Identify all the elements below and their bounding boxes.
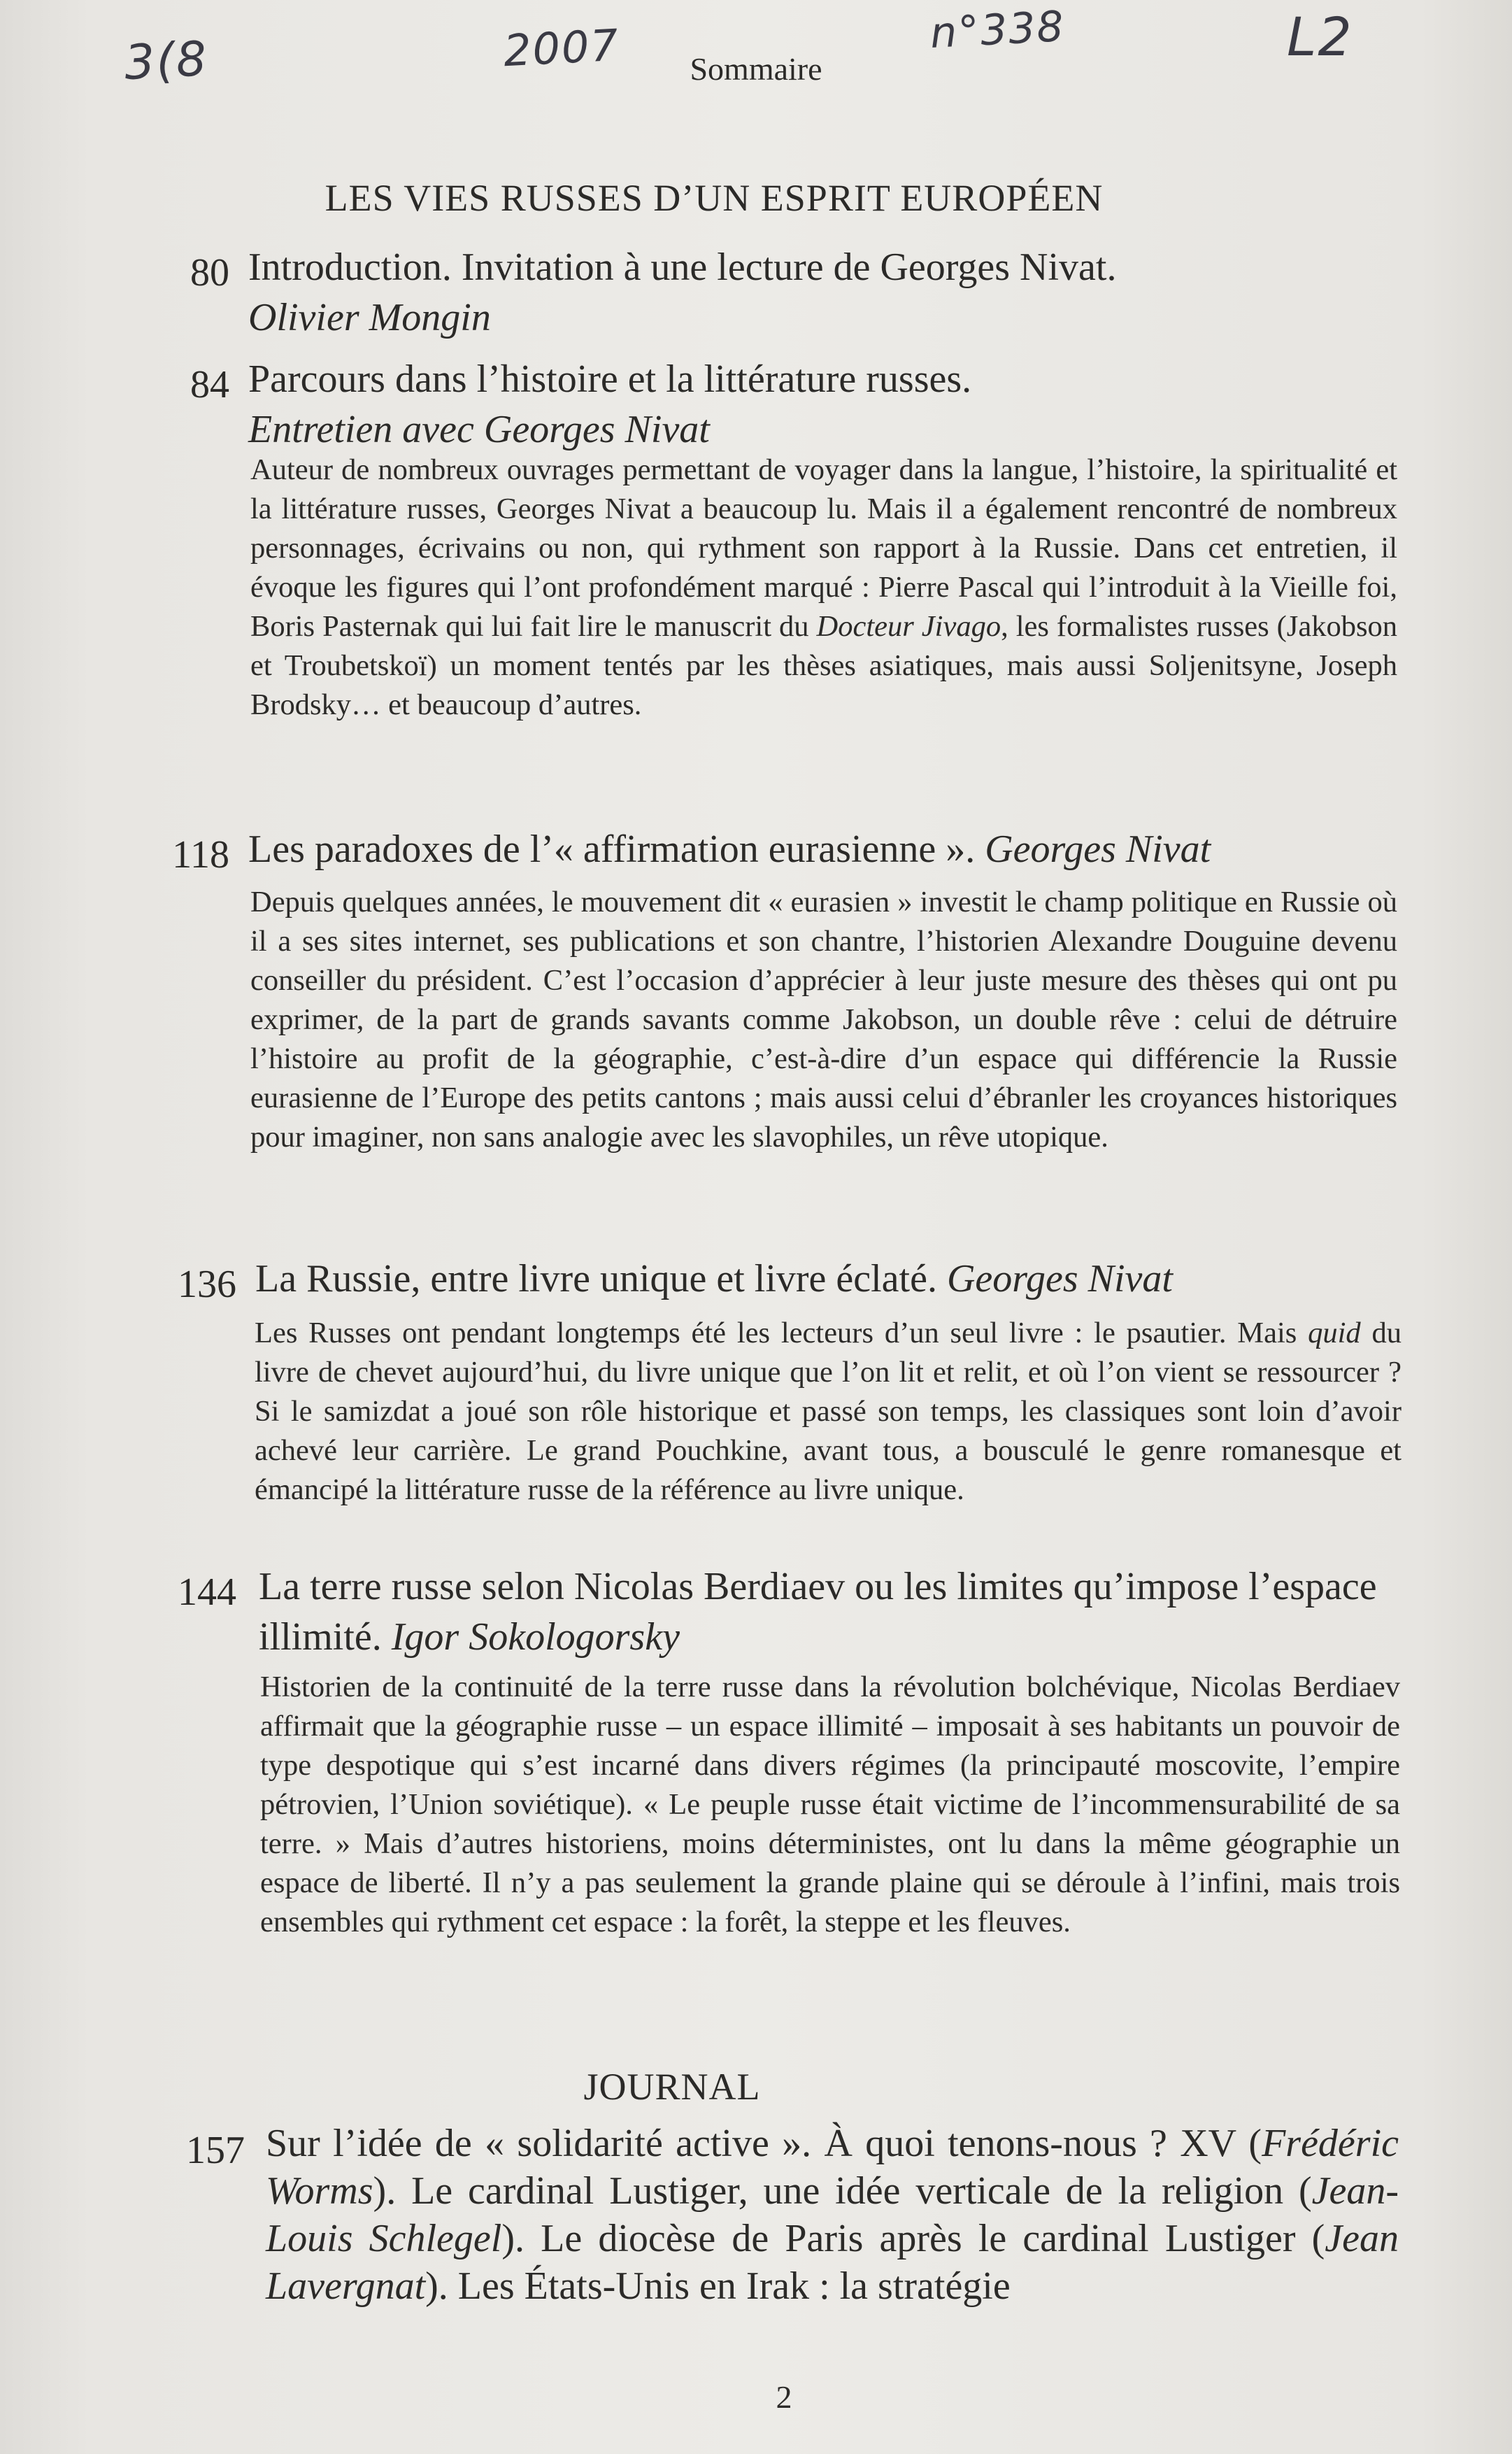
entry-title [248, 824, 1451, 874]
journal-text: ). Le cardinal Lustiger, une idée verticale de la religion ( [373, 2169, 1312, 2213]
abstract-text: Auteur de nombreux ouvrages permettant de voyager dans la langue, l’histoire, la spiritualité et la littérature russes, Georges Nivat a beaucoup lu. Mais il a également rencontré de nombreux personnages, écrivains ou non, qui rythment son rapport à la Russie. Dans cet entretien, il évoque les figures qui l’ont profondément marqué : Pierre Pascal qui l’introduit à la Vieille foi, Boris Pasternak qui lui fait lire le manuscrit du [250, 453, 1397, 643]
handwritten-note: 3(8 [123, 31, 210, 92]
entry-page-number: 80 [190, 251, 229, 295]
handwritten-note: n°338 [929, 2, 1067, 58]
journal-author: Jean Lavergnat [266, 2217, 1399, 2308]
entry-title [248, 354, 1402, 455]
abstract-text: , les formalistes russes (Jakobson et Troubetskoï) un moment tentés par les thèses asiatiques, mais aussi Soljenitsyne, Joseph Brodsky… et beaucoup d’autres. [250, 610, 1397, 721]
entry-title-text: La Russie, entre livre unique et livre éclaté. [255, 1257, 937, 1300]
entry-page-number: 157 [186, 2129, 245, 2172]
entry-page-number: 136 [178, 1263, 236, 1306]
entry-title [248, 242, 1402, 343]
entry-abstract [255, 1314, 1402, 1510]
entry-title-text: Parcours dans l’histoire et la littérature russes. [248, 357, 972, 401]
abstract-emphasis: quid [1308, 1317, 1361, 1349]
section-title: JOURNAL [583, 2066, 761, 2108]
entry-abstract: Historien de la continuité de la terre russe dans la révolution bolchévique, Nicolas Berdiaev affirmait que la géographie russe – un espace illimité – imposait à ses habitants un pouvoir de type despotique qui s’est incarné dans divers régimes (la principauté moscovite, l’empire pétrovien, l’Union soviétique). « Le peuple russe était victime de l’incommensurabilité de sa terre. » Mais d’autres historiens, moins déterministes, ont lu dans la même géographie un espace de liberté. Il n’y a pas seulement la grande plaine qui se déroule à l’infini, mais trois ensembles qui rythment cet espace : la forêt, la steppe et les fleuves. [260, 1671, 1400, 1938]
handwritten-note: L2 [1287, 6, 1353, 68]
entry-page-number: 144 [178, 1570, 236, 1614]
entry-title-text: Les paradoxes de l’« affirmation eurasienne ». [248, 828, 976, 871]
handwritten-note: 2007 [502, 19, 621, 77]
running-header: Sommaire [690, 51, 822, 87]
entry-author: Entretien avec Georges Nivat [248, 408, 710, 451]
entry-author: Igor Sokologorsky [391, 1615, 680, 1659]
entry-title-text: La terre russe selon Nicolas Berdiaev ou les limites qu’impose l’espace illimité. [259, 1565, 1377, 1659]
abstract-text: Les Russes ont pendant longtemps été les lecteurs d’un seul livre : le psautier. Mais [255, 1317, 1308, 1349]
entry-author: Olivier Mongin [248, 296, 491, 339]
entry-title [259, 1561, 1406, 1662]
entry-author: Georges Nivat [985, 828, 1211, 871]
entry-abstract: Depuis quelques années, le mouvement dit « eurasien » investit le champ politique en Russie où il a ses sites internet, ses publications et son chantre, l’historien Alexandre Douguine devenu conseiller du président. C’est l’occasion d’apprécier à leur juste mesure des thèses qui ont pu exprimer, de la part de grands savants comme Jakobson, un double rêve : celui de détruire l’histoire au profit de la géographie, c’est-à-dire d’un espace qui différencie la Russie eurasienne de l’Europe des petits cantons ; mais aussi celui d’ébranler les croyances historiques pour imaginer, non sans analogie avec les slavophiles, un rêve utopique. [250, 886, 1397, 1154]
journal-text: ). Les États-Unis en Irak : la stratégie [425, 2264, 1011, 2308]
journal-text: Sur l’idée de « solidarité active ». À quoi tenons-nous ? XV ( [266, 2122, 1262, 2165]
entry-page-number: 118 [172, 833, 229, 877]
journal-text: ). Le diocèse de Paris après le cardinal Lustiger ( [501, 2217, 1325, 2260]
entry-author: Georges Nivat [946, 1257, 1173, 1300]
section-title: LES VIES RUSSES D’UN ESPRIT EUROPÉEN [324, 177, 1104, 219]
page-number: 2 [776, 2379, 792, 2415]
journal-author: Frédéric Worms [266, 2122, 1399, 2213]
entry-page-number: 84 [190, 363, 229, 406]
journal-entry [266, 2120, 1399, 2310]
entry-abstract [250, 451, 1397, 725]
abstract-emphasis: Docteur Jivago [816, 610, 1001, 643]
abstract-text: du livre de chevet aujourd’hui, du livre unique que l’on lit et relit, et où l’on vient se ressourcer ? Si le samizdat a joué son rôle historique et passé son temps, les classiques sont loin d’avoir achevé leur carrière. Le grand Pouchkine, avant tous, a bousculé le genre romanesque et émancipé la littérature russe de la référence au livre unique. [255, 1317, 1402, 1506]
journal-author: Jean-Louis Schlegel [266, 2169, 1399, 2260]
entry-title [255, 1254, 1458, 1304]
entry-title-text: Introduction. Invitation à une lecture de Georges Nivat. [248, 246, 1117, 289]
